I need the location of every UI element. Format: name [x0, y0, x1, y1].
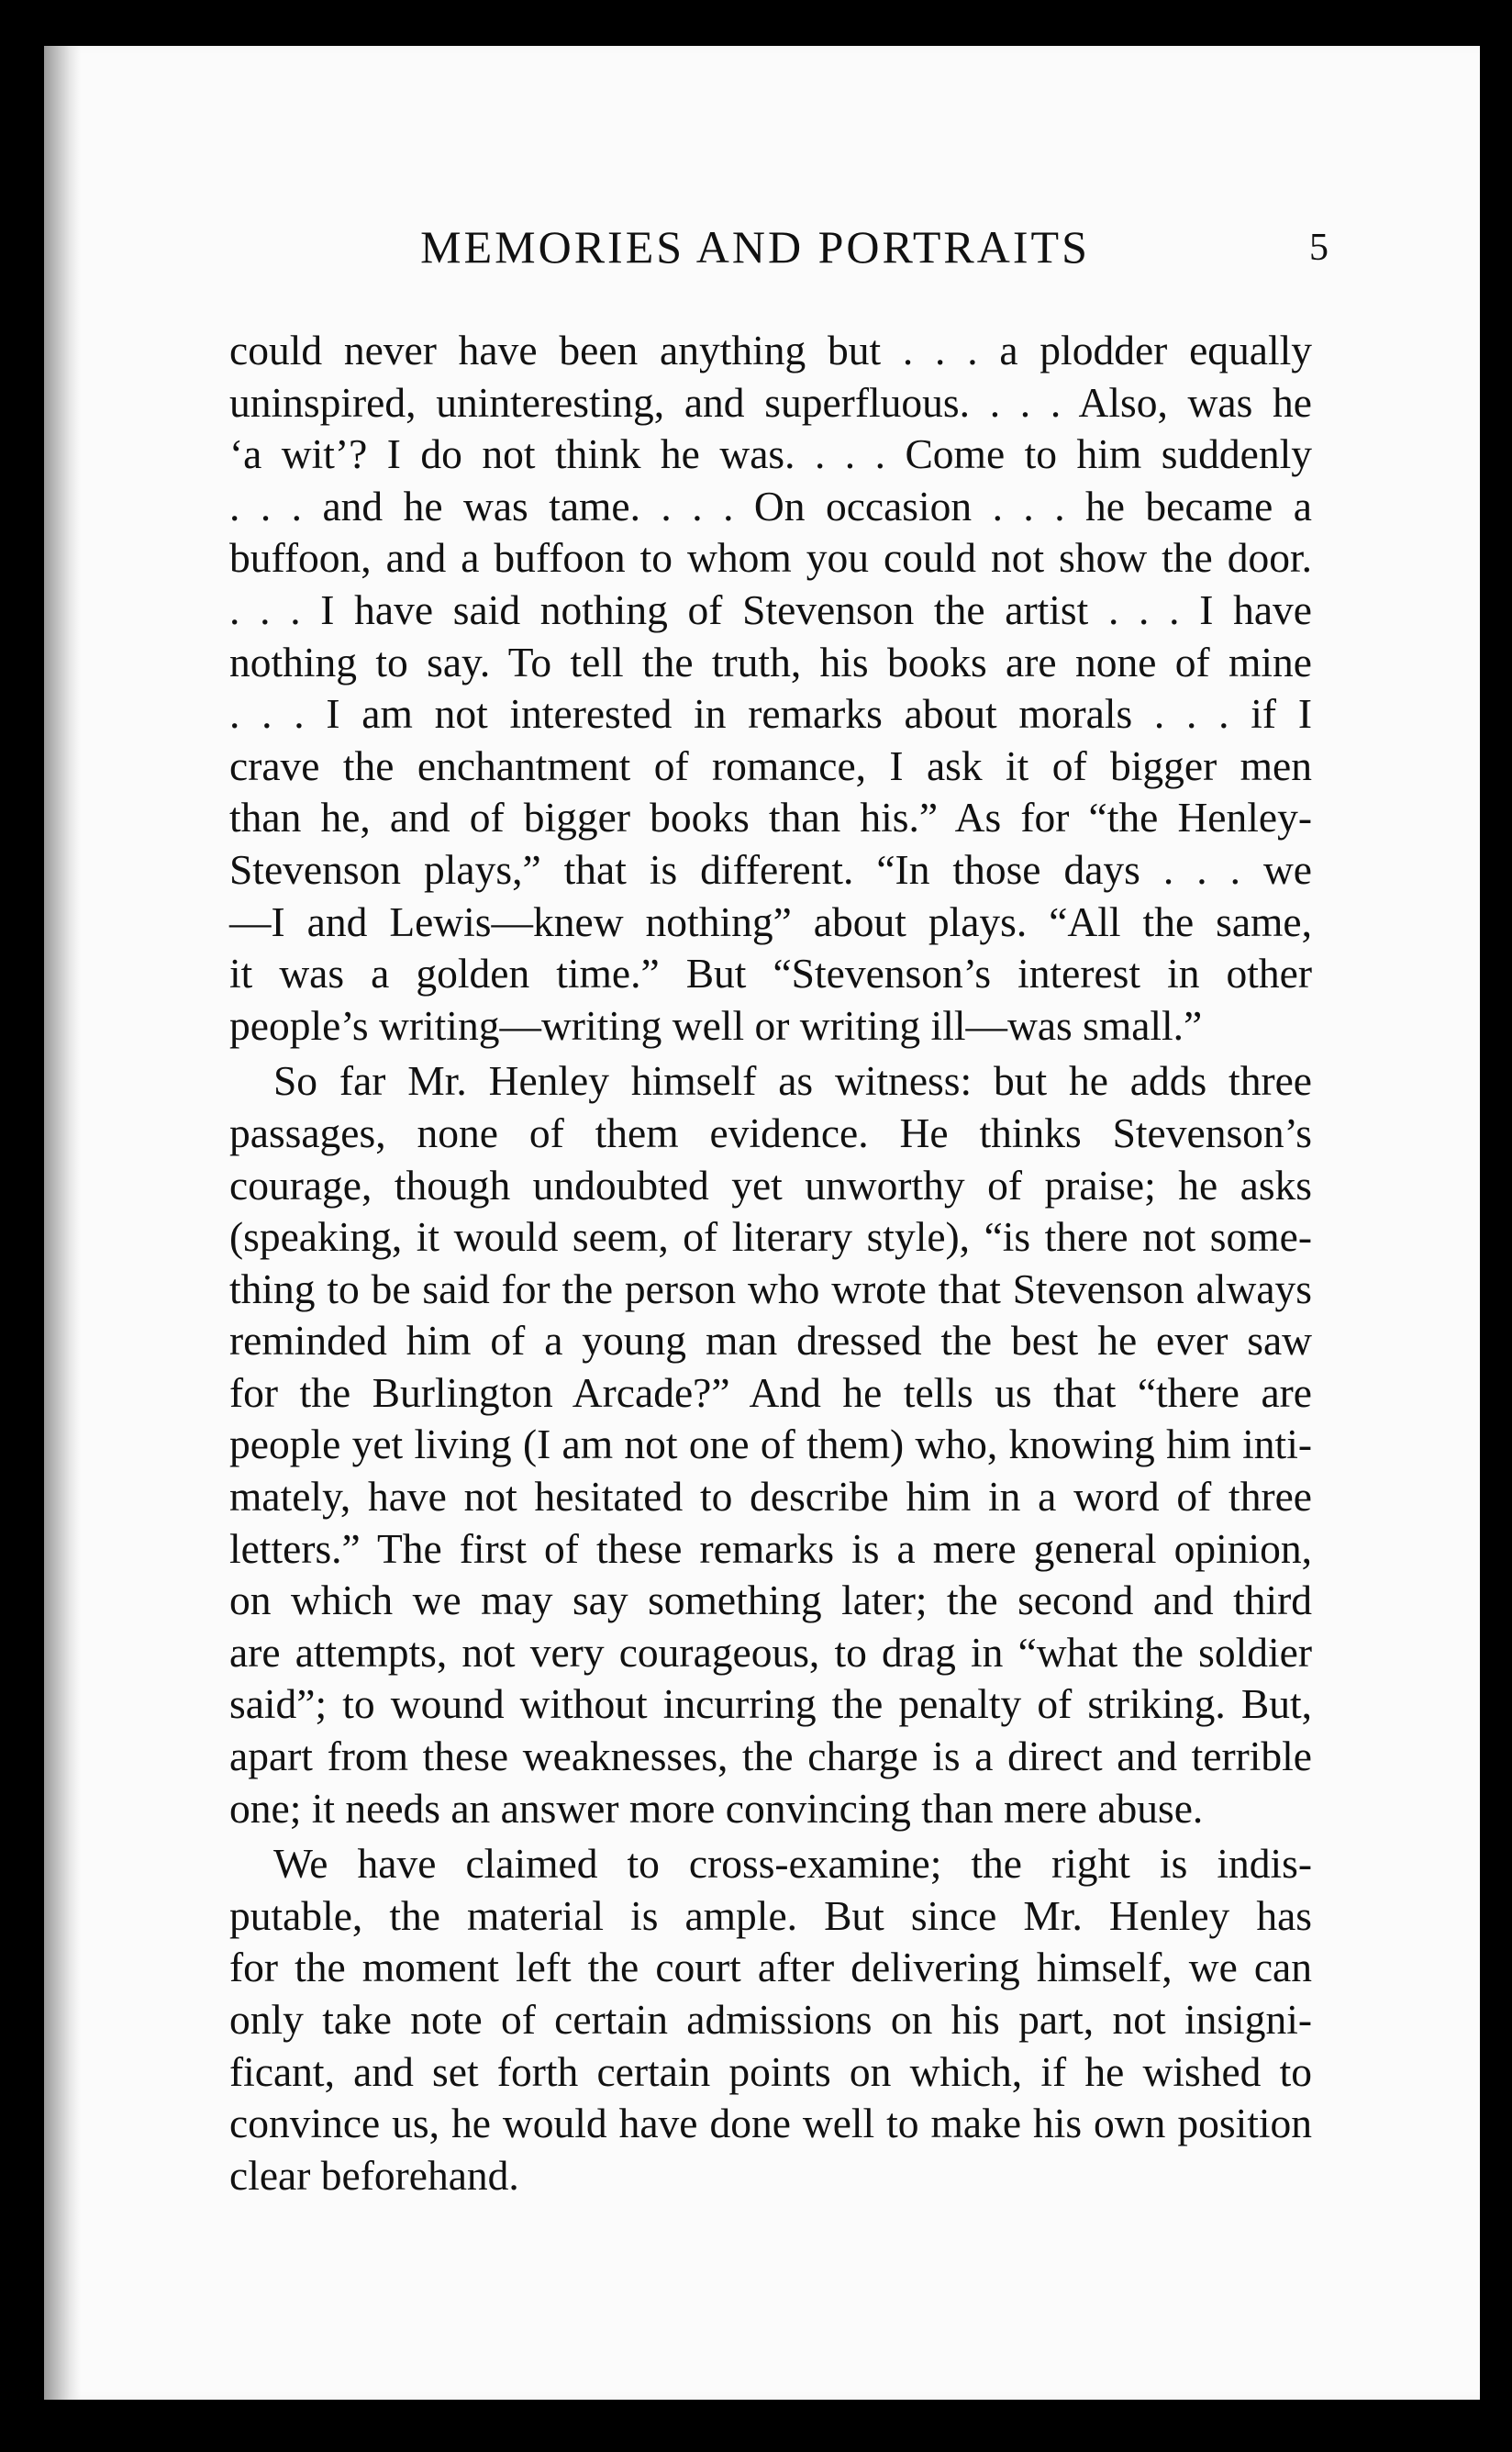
- text-line: for the Burlington Arcade?” And he tells us that “there are: [229, 1368, 1312, 1416]
- text-line: ‘a wit’? I do not think he was. . . . Come to him suddenly: [229, 430, 1312, 478]
- text-line: than he, and of bigger books than his.” As for “the Henley-: [229, 794, 1312, 841]
- text-line: . . . I have said nothing of Stevenson the artist . . . I have: [229, 585, 1312, 633]
- paragraph-3: [229, 1838, 1312, 2201]
- page-number: 5: [1309, 227, 1329, 269]
- text-line: apart from these weaknesses, the charge is a direct and terrible: [229, 1733, 1312, 1780]
- text-line: courage, though undoubted yet unworthy of praise; he asks: [229, 1161, 1312, 1209]
- text-line: thing to be said for the person who wrote that Stevenson always: [229, 1265, 1312, 1312]
- text-line: buffoon, and a buffoon to whom you could not show the door.: [229, 534, 1312, 582]
- text-line: passages, none of them evidence. He thinks Stevenson’s: [229, 1109, 1312, 1156]
- gutter-shadow: [44, 46, 81, 2400]
- text-line: Stevenson plays,” that is different. “In those days . . . we: [229, 845, 1312, 893]
- paragraph-2: [229, 1055, 1312, 1834]
- text-line: mately, have not hesitated to describe him in a word of three: [229, 1473, 1312, 1521]
- running-head: [182, 220, 1329, 294]
- text-line: clear beforehand.: [229, 2151, 519, 2199]
- text-line: ficant, and set forth certain points on which, if he wished to: [229, 2047, 1312, 2095]
- text-line: uninspired, uninteresting, and superfluous. . . . Also, was he: [229, 378, 1312, 426]
- text-line: on which we may say something later; the second and third: [229, 1577, 1312, 1624]
- text-line: crave the enchantment of romance, I ask it of bigger men: [229, 741, 1312, 789]
- text-line: So far Mr. Henley himself as witness: but he adds three: [273, 1057, 1312, 1105]
- running-title: MEMORIES AND PORTRAITS: [420, 221, 1090, 273]
- text-line: only take note of certain admissions on his part, not insigni-: [229, 1996, 1312, 2043]
- text-line: nothing to say. To tell the truth, his books are none of mine: [229, 638, 1312, 685]
- text-line: reminded him of a young man dressed the best he ever saw: [229, 1317, 1312, 1365]
- text-line: said”; to wound without incurring the penalty of striking. But,: [229, 1680, 1312, 1728]
- text-line: We have claimed to cross-examine; the right is indis-: [273, 1840, 1312, 1888]
- text-line: it was a golden time.” But “Stevenson’s interest in other: [229, 950, 1312, 998]
- text-line: people’s writing—writing well or writing ill—was small.”: [229, 1001, 1203, 1049]
- text-line: for the moment left the court after delivering himself, we can: [229, 1944, 1312, 1991]
- text-line: people yet living (I am not one of them) who, knowing him inti-: [229, 1421, 1312, 1468]
- text-line: (speaking, it would seem, of literary style), “is there not some-: [229, 1213, 1312, 1261]
- text-line: . . . and he was tame. . . . On occasion . . . he became a: [229, 482, 1312, 529]
- text-line: letters.” The first of these remarks is a mere general opinion,: [229, 1524, 1312, 1572]
- text-line: one; it needs an answer more convincing than mere abuse.: [229, 1784, 1204, 1832]
- text-line: —I and Lewis—knew nothing” about plays. “All the same,: [229, 897, 1312, 945]
- text-line: putable, the material is ample. But since Mr. Henley has: [229, 1891, 1312, 1939]
- text-line: convince us, he would have done well to make his own position: [229, 2100, 1312, 2147]
- book-page: [44, 46, 1480, 2400]
- text-line: could never have been anything but . . . a plodder equally: [229, 327, 1312, 373]
- text-line: are attempts, not very courageous, to drag in “what the soldier: [229, 1628, 1312, 1676]
- body-text: [229, 325, 1312, 2201]
- text-line: . . . I am not interested in remarks about morals . . . if I: [229, 690, 1312, 738]
- paragraph-1: [229, 325, 1312, 1052]
